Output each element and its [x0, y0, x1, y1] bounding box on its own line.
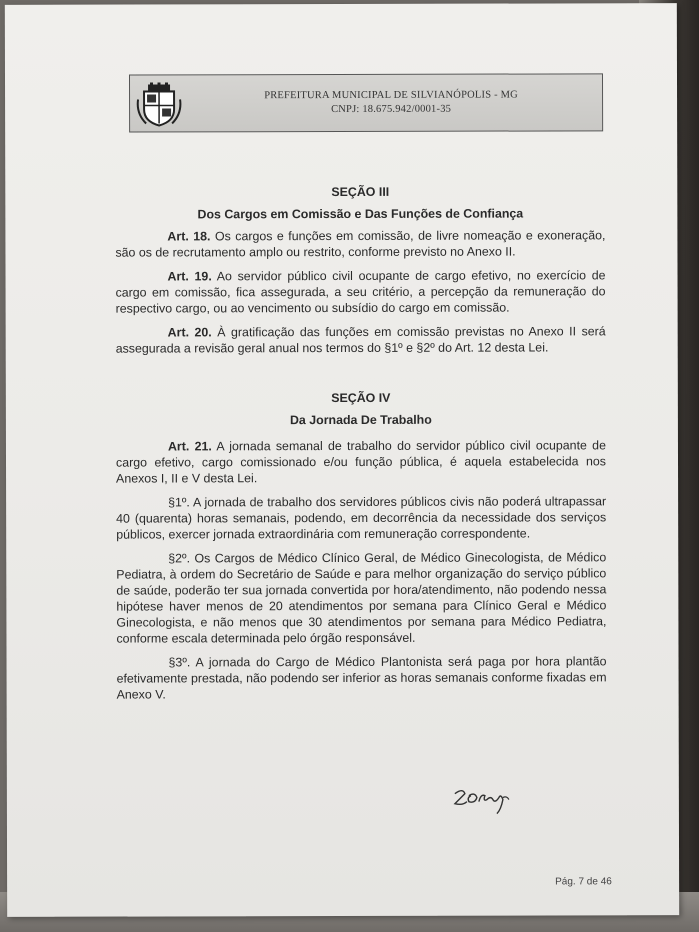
article-21 — [116, 437, 606, 486]
paragraph-1: §1º. A jornada de trabalho dos servidores públicos civis não poderá ultrapassar 40 (quarenta) horas semanais, podendo, em decorrência da necessidade dos serviços públicos, exercer jornada extraordinária com remuneração correspondente. — [116, 494, 607, 542]
article-19-label: Art. 19. — [167, 269, 212, 284]
article-21-text: A jornada semanal de trabalho do servidor público civil ocupante de cargo efetivo, cargo comissionado e/ou função pública, é aquela estabelecida nos Anexos I, II e V desta Lei. — [115, 438, 607, 486]
section-4-subtitle: Da Jornada De Trabalho — [289, 412, 432, 428]
municipality-name: PREFEITURA MUNICIPAL DE SILVIANÓPOLIS - MG — [264, 89, 518, 102]
paragraph-2: §2º. Os Cargos de Médico Clínico Geral, de Médico Ginecologista, de Médico Pediatra, à ordem do Secretário de Saúde e para melhor organização do serviço público de saúde, poderão ter sua jornada convertida por hora/atendimento, não podendo nessa hipótese haver menos de 20 atendimentos por semana para Clínico Geral e Médico Ginecologista, e não menos que 30 atendimentos por semana para Médico Pediatra, conforme escala determinada pelo órgão responsável. — [116, 550, 607, 646]
signature — [449, 784, 519, 816]
document-body — [115, 183, 606, 710]
municipal-crest-icon — [136, 81, 182, 127]
article-19 — [115, 267, 605, 316]
paragraph-3: §3º. A jornada do Cargo de Médico Plantonista será paga por hora plantão efetivamente prestada, não podendo ser inferior as horas semanais conforme fixadas em Anexo V. — [116, 654, 607, 702]
letterhead — [129, 73, 603, 132]
section-3-subtitle: Dos Cargos em Comissão e Das Funções de Confiança — [197, 206, 524, 222]
article-20-text: À gratificação das funções em comissão previstas no Anexo II será assegurada a revisão geral anual nos termos do §1º e §2º do Art. 12 desta Lei. — [115, 324, 606, 356]
article-18-text: Os cargos e funções em comissão, de livre nomeação e exoneração, são os de recrutamento amplo ou restrito, conforme previsto no Anexo II. — [115, 228, 606, 260]
page-number: Pág. 7 de 46 — [555, 876, 612, 888]
letterhead-text — [190, 88, 592, 117]
cnpj: CNPJ: 18.675.942/0001-35 — [331, 103, 452, 116]
article-20 — [116, 323, 606, 356]
section-3-title: SEÇÃO III — [331, 184, 390, 200]
article-18 — [115, 227, 605, 260]
article-18-label: Art. 18. — [167, 229, 211, 244]
document-page — [5, 3, 679, 917]
section-4-title: SEÇÃO IV — [331, 390, 391, 406]
article-19-text: Ao servidor público civil ocupante de cargo efetivo, no exercício de cargo em comissão, fica assegurada, a seu critério, a percepção da remuneração do respectivo cargo, ou ao vencimento ou subsídio do cargo em comissão. — [115, 268, 606, 316]
article-21-label: Art. 21. — [167, 439, 212, 454]
article-20-label: Art. 20. — [167, 325, 212, 340]
